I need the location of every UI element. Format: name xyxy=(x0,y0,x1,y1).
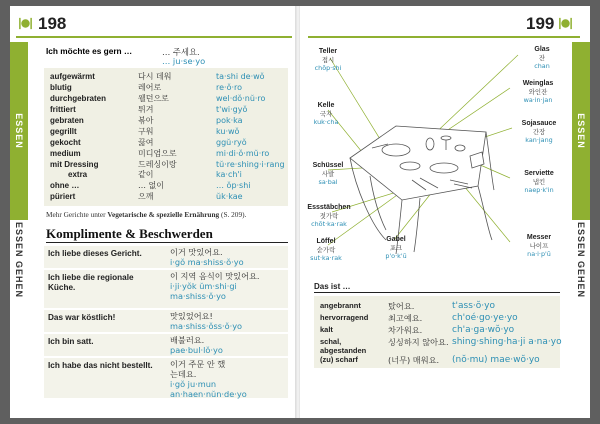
page-number: 198 xyxy=(38,14,67,33)
phrase-row: Ich liebe dieses Gericht. 이거 맛있어요. i·gŏ ma·shiss·ŏ·yo xyxy=(44,246,288,268)
section-rule xyxy=(46,242,288,243)
label-gabel: Gabel 포크 p'o·k'ŭ xyxy=(385,236,407,260)
phrase-row: Ich liebe die regionale Küche. 이 지역 음식이 맛있어요. i·ji·yŏk ŭm·shi·gi ma·shiss·ŏ·yo xyxy=(44,270,288,308)
das-ist-heading: Das ist … xyxy=(314,282,351,291)
section-side-label: ESSEN GEHEN xyxy=(576,222,586,299)
label-kelle: Kelle 국자 kuk·cha xyxy=(313,102,339,126)
chapter-tab: ESSEN xyxy=(10,42,28,220)
label-weinglas: Weinglas 와인잔 wa·in·jan xyxy=(522,80,554,104)
label-loeffel: Löffel 숟가락 sut·ka·rak xyxy=(310,238,342,262)
adjective-list: angebrannt 탔어요. t'ass·ŏ·yo hervorragend 최고예요. ch'oé·go·ye·yo kalt 차가워요. ch'a·ga·wŏ·yo schal, abgestanden 싱싱하지 않아요. shing·shing·ha·ji a·na·yo (zu) scharf (너무) 매워요. (nŏ·mu) mae·wŏ·yo xyxy=(314,296,560,368)
header-rule xyxy=(308,36,580,38)
phrase-row: Ich bin satt. 배불러요. pae·bul·lŏ·yo xyxy=(44,334,288,356)
section-title: Komplimente & Beschwerden xyxy=(46,226,213,241)
phrase-row: Ich habe das nicht bestellt. 이거 주문 안 했는데요. i·gŏ ju·mun an·haen·nŭn·de·yo xyxy=(44,358,288,398)
label-schuessel: Schüssel 사발 sa·bal xyxy=(312,162,344,186)
intro-de: Ich möchte es gern … xyxy=(46,46,133,56)
section-side-label: ESSEN GEHEN xyxy=(14,222,24,299)
label-messer: Messer 나이프 na·i·p'ŭ xyxy=(526,234,552,258)
label-sojasauce: Sojasauce 간장 kan·jang xyxy=(521,120,557,144)
label-essstaebchen: Essstäbchen 젓가락 chŏt·ka·rak xyxy=(307,204,351,228)
label-serviette: Serviette 냅킨 naep·k'in xyxy=(524,170,554,194)
intro-rom: … ju·se·yo xyxy=(162,56,206,66)
page-number: 199 xyxy=(526,14,555,33)
left-page xyxy=(10,6,296,418)
plate-cutlery-icon xyxy=(18,16,33,31)
chapter-tab: ESSEN xyxy=(572,42,590,220)
intro-ko: … 주세요. xyxy=(162,47,200,57)
right-page xyxy=(300,6,590,418)
label-teller: Teller 접시 chŏp·shi xyxy=(314,48,342,72)
plate-cutlery-icon xyxy=(558,16,573,31)
das-ist-rule xyxy=(314,292,560,293)
phrase-row: Das war köstlich! 맛있었어요! ma·shiss·ŏss·ŏ·yo xyxy=(44,310,288,332)
label-glas: Glas 잔 chan xyxy=(534,46,550,70)
header-rule xyxy=(16,36,292,38)
cross-reference-hint: Mehr Gerichte unter Vegetarische & spezielle Ernährung (S. 209). xyxy=(46,210,247,219)
food-preparation-list: aufgewärmt 다시 데워 ta·shi de·wŏ blutig 레어로 re·ŏ·ro durchgebraten 웰던으로 wel·dŏ·nŭ·ro frittiert 튀겨 t'wi·gyŏ gebraten 볶아 pok·ka gegrillt 구워 ku·wŏ gekocht 끓여 ggŭ·ryŏ medium 미디엄으로 mi·di·ŏ·mŭ·ro mit Dressing 드레싱이랑 tŭ·re·shing·i·rang extra 같이 ka·ch'i ohne … … 없이 … ŏp·shi püriert 으깨 ŭk·kae xyxy=(44,68,288,206)
